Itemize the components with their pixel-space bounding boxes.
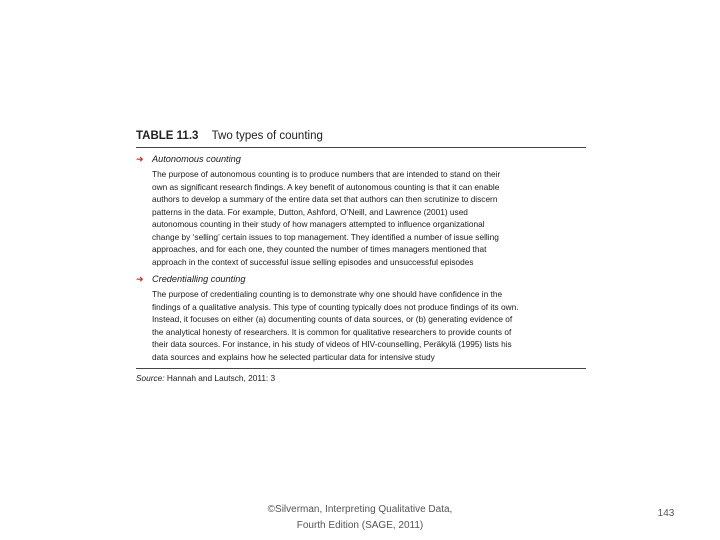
section-autonomous	[136, 153, 586, 268]
section-heading-text: Credentialling counting	[152, 274, 246, 284]
table-11-3	[136, 128, 586, 384]
paragraph-line: their data sources. For instance, in his study of videos of HIV-counselling, Peräkylä (1995) lists his	[152, 339, 512, 349]
arrow-bullet-icon: ➜	[136, 154, 144, 164]
source-text: Hannah and Lautsch, 2011: 3	[166, 373, 276, 383]
section-heading	[136, 153, 586, 166]
page-number: 143	[657, 508, 675, 519]
paragraph-line: change by ‘selling’ certain issues to top management. They identified a number of issue selling	[152, 231, 499, 242]
table-title	[136, 128, 586, 144]
paragraph-line: Instead, it focuses on either (a) documenting counts of data sources, or (b) generating evidence of	[152, 314, 513, 324]
paragraph-line: The purpose of autonomous counting is to produce numbers that are intended to stand on their	[152, 169, 501, 179]
paragraph-line: findings of a qualitative analysis. This type of counting typically does not produce findings of its own.	[152, 301, 519, 312]
credit-line: ©Silverman, Interpreting Qualitative Data,	[267, 504, 453, 515]
section-heading	[136, 273, 586, 286]
paragraph-line: data sources and explains how he selected particular data for intensive study	[152, 351, 435, 362]
bottom-rule	[136, 368, 586, 369]
section-heading-text: Autonomous counting	[152, 154, 241, 164]
section-credentialling	[136, 273, 586, 363]
section-paragraph	[136, 168, 586, 268]
paragraph-line: the analytical honesty of researchers. It is common for qualitative researchers to provide counts of	[152, 326, 512, 337]
paragraph-line: patterns in the data. For example, Dutton, Ashford, O’Neill, and Lawrence (2001) used	[152, 206, 468, 217]
paragraph-line: authors to develop a summary of the entire data set that authors can then scrutinize to discern	[152, 194, 498, 204]
top-rule	[136, 147, 586, 148]
arrow-bullet-icon: ➜	[136, 274, 144, 284]
credit-line: Fourth Edition (SAGE, 2011)	[296, 520, 424, 531]
section-paragraph	[136, 288, 586, 363]
table-number: TABLE 11.3	[136, 130, 199, 142]
paragraph-line: autonomous counting in their study of how managers attempted to influence organizational	[152, 219, 485, 229]
paragraph-line: The purpose of credentialing counting is to demonstrate why one should have confidence in the	[152, 289, 503, 299]
table-caption: Two types of counting	[211, 130, 323, 142]
paragraph-line: approach in the context of successful issue selling episodes and unsuccessful episodes	[152, 256, 474, 267]
footer-credit	[210, 502, 510, 534]
source-label: Source:	[136, 373, 165, 383]
table-source	[136, 372, 586, 384]
paragraph-line: approaches, and for each one, they counted the number of times managers mentioned that	[152, 244, 487, 254]
paragraph-line: own as significant research findings. A key benefit of autonomous counting is that it can enable	[152, 181, 500, 192]
